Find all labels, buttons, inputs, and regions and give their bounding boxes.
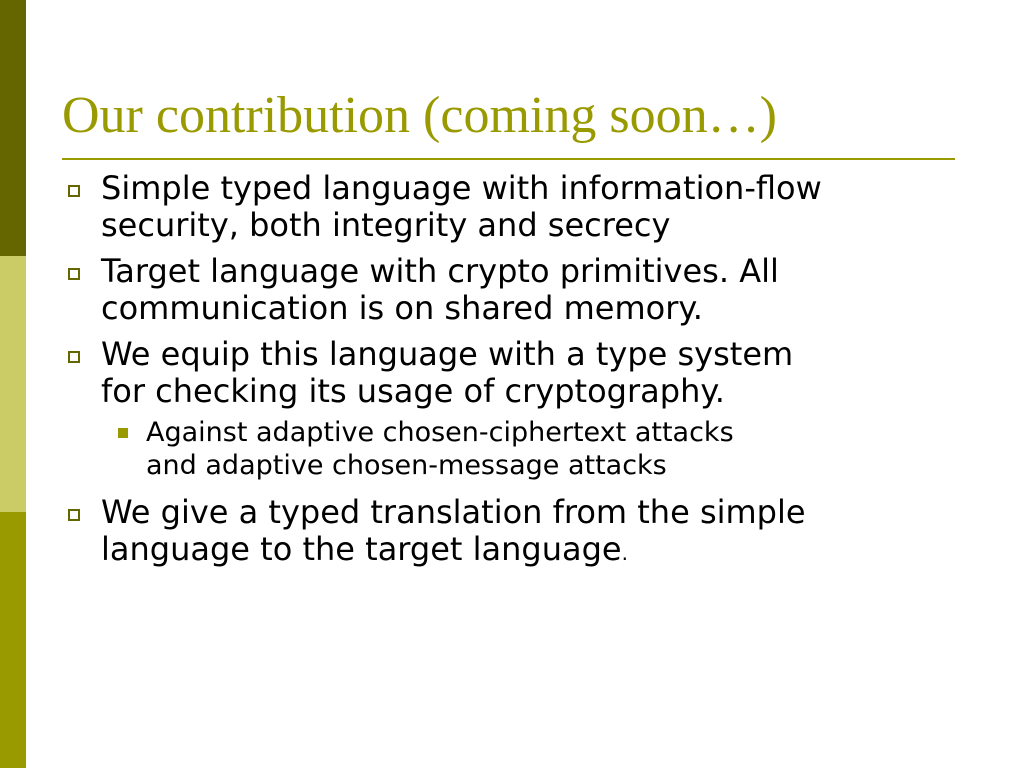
sub-bullet-text-line: Against adaptive chosen-ciphertext attacks <box>146 417 734 448</box>
bullet-item <box>68 170 1008 244</box>
slide-title: Our contribution (coming soon…) <box>62 87 777 144</box>
bullet-text-line: security, both integrity and secrecy <box>101 206 671 244</box>
sub-bullet-text-line: and adaptive chosen-message attacks <box>146 450 667 481</box>
bullet-text-line: for checking its usage of cryptography. <box>101 372 725 410</box>
bullet-text-line <box>101 531 1008 572</box>
bullet-text-line: communication is on shared memory. <box>101 289 703 327</box>
bullet-text-fragment: language to the target language <box>101 530 622 568</box>
hollow-square-icon <box>68 268 80 280</box>
filled-square-icon <box>118 428 128 438</box>
bullet-text-line: We equip this language with a type system <box>101 335 794 373</box>
bullet-item <box>68 336 1008 410</box>
bullet-text-line: We give a typed translation from the simple <box>101 493 806 531</box>
side-bar-light <box>0 256 26 512</box>
hollow-square-icon <box>68 509 80 521</box>
bullet-item <box>68 253 1008 327</box>
hollow-square-icon <box>68 185 80 197</box>
bullet-text-line: Target language with crypto primitives. All <box>101 252 779 290</box>
bullet-text-line: Simple typed language with information-flow <box>101 169 822 207</box>
bullet-list <box>68 170 1008 581</box>
side-bar-medium <box>0 512 26 768</box>
trailing-period: . <box>621 541 628 565</box>
title-underline <box>62 158 955 160</box>
bullet-item <box>68 494 1008 572</box>
sub-bullet-item <box>68 416 1008 482</box>
hollow-square-icon <box>68 351 80 363</box>
side-bar-dark <box>0 0 26 256</box>
